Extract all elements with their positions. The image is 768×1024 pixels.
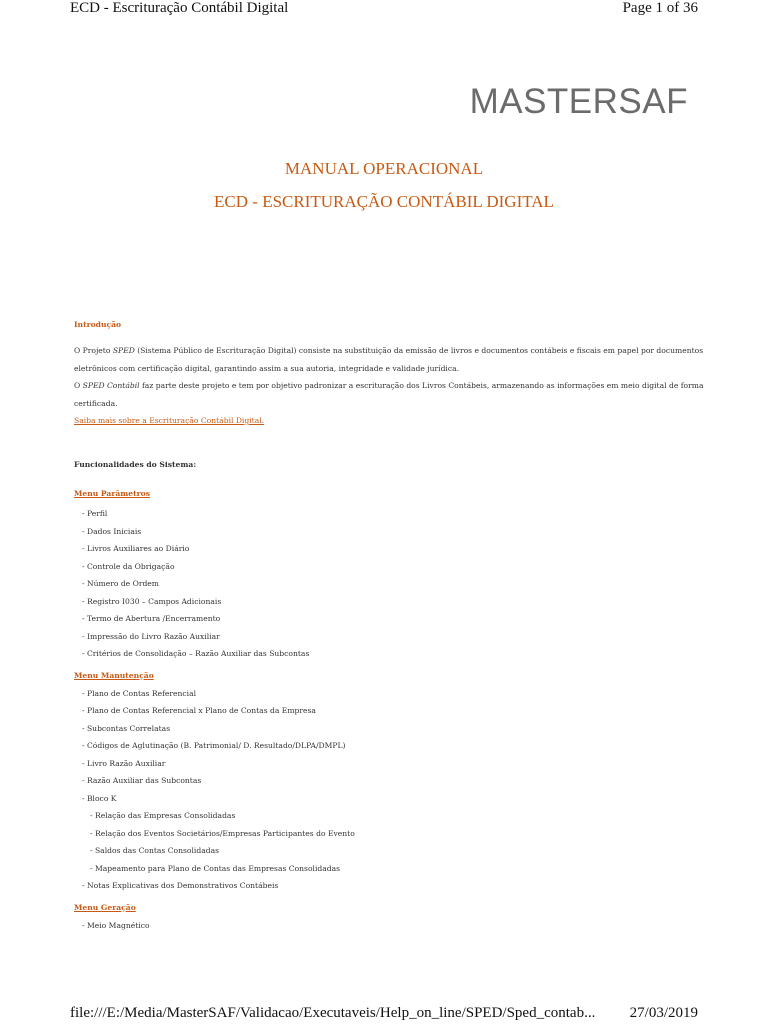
intro-heading: Introdução xyxy=(74,320,122,329)
footer-date: 27/03/2019 xyxy=(629,1005,698,1021)
menu-manutencao-link[interactable]: Menu Manutenção xyxy=(74,670,154,680)
list-item: - Registro I030 – Campos Adicionais xyxy=(82,596,222,606)
intro-p2-prefix: O xyxy=(74,381,83,390)
intro-p1-prefix: O Projeto xyxy=(74,346,113,355)
list-item: - Subcontas Correlatas xyxy=(82,723,171,733)
intro-p1-italic: SPED xyxy=(112,346,135,355)
list-item: - Termo de Abertura /Encerramento xyxy=(82,614,221,623)
list-item: - Dados Iniciais xyxy=(82,526,142,536)
menu-manutencao-list xyxy=(74,685,704,895)
intro-p2-italic: SPED Contábil xyxy=(82,381,140,390)
list-item: - Razão Auxiliar das Subcontas xyxy=(82,776,202,785)
features-title: Funcionalidades do Sistema: xyxy=(74,460,197,469)
list-item-sub: - Relação dos Eventos Societários/Empresas Participantes do Evento xyxy=(90,828,355,838)
intro-p1-rest: (Sistema Público de Escrituração Digital) consiste na substituição da emissão de livros e documentos contábeis e fiscais em papel por documentos eletrônicos com certificação digital, garantindo assim a sua autoria, integridade e validade jurídica. xyxy=(74,346,704,373)
learn-more-link[interactable]: Saiba mais sobre a Escrituração Contábil Digital. xyxy=(74,416,265,425)
page-header xyxy=(0,0,768,22)
list-item: - Perfil xyxy=(82,509,108,518)
document-content xyxy=(74,319,704,934)
list-item: - Controle da Obrigação xyxy=(82,561,175,571)
list-item: - Livro Razão Auxiliar xyxy=(82,758,166,768)
list-item: - Meio Magnético xyxy=(82,920,150,930)
menu-geracao-link[interactable]: Menu Geração xyxy=(74,902,136,912)
menu-geracao-list xyxy=(74,917,704,935)
mastersaf-logo: MASTERSAF xyxy=(469,82,688,121)
header-page-number: Page 1 of 36 xyxy=(622,0,698,16)
intro-paragraph-1 xyxy=(74,342,704,377)
footer-file-path: file:///E:/Media/MasterSAF/Validacao/Executaveis/Help_on_line/SPED/Sped_contab... xyxy=(70,1005,596,1021)
menu-parametros-list xyxy=(74,505,704,663)
list-item: - Impressão do Livro Razão Auxiliar xyxy=(82,631,220,641)
menu-parametros-link[interactable]: Menu Parâmetros xyxy=(74,489,150,498)
manual-subtitle: ECD - ESCRITURAÇÃO CONTÁBIL DIGITAL xyxy=(214,192,554,211)
list-item: - Livros Auxiliares ao Diário xyxy=(82,544,190,553)
header-doc-title: ECD - Escrituração Contábil Digital xyxy=(70,0,289,16)
intro-paragraph-2 xyxy=(74,377,704,412)
list-item: - Número de Ordem xyxy=(82,579,160,588)
intro-p2-rest: faz parte deste projeto e tem por objetivo padronizar a escrituração dos Livros Contábeis, armazenando as informações em meio digital de forma certificada. xyxy=(74,381,704,408)
list-item-sub: - Saldos das Contas Consolidadas xyxy=(90,846,220,855)
manual-title: MANUAL OPERACIONAL xyxy=(284,159,484,178)
list-item-sub: - Relação das Empresas Consolidadas xyxy=(90,811,236,820)
list-item: - Códigos de Aglutinação (B. Patrimonial/ D. Resultado/DLPA/DMPL) xyxy=(82,741,346,750)
page-footer xyxy=(0,1005,768,1024)
list-item: - Plano de Contas Referencial x Plano de Contas da Empresa xyxy=(82,706,316,715)
list-item-sub: - Mapeamento para Plano de Contas das Empresas Consolidadas xyxy=(90,863,341,873)
list-item: - Notas Explicativas dos Demonstrativos Contábeis xyxy=(82,881,279,890)
list-item: - Critérios de Consolidação – Razão Auxiliar das Subcontas xyxy=(82,649,310,658)
list-item: - Plano de Contas Referencial xyxy=(82,688,197,698)
list-item: - Bloco K xyxy=(82,793,117,803)
